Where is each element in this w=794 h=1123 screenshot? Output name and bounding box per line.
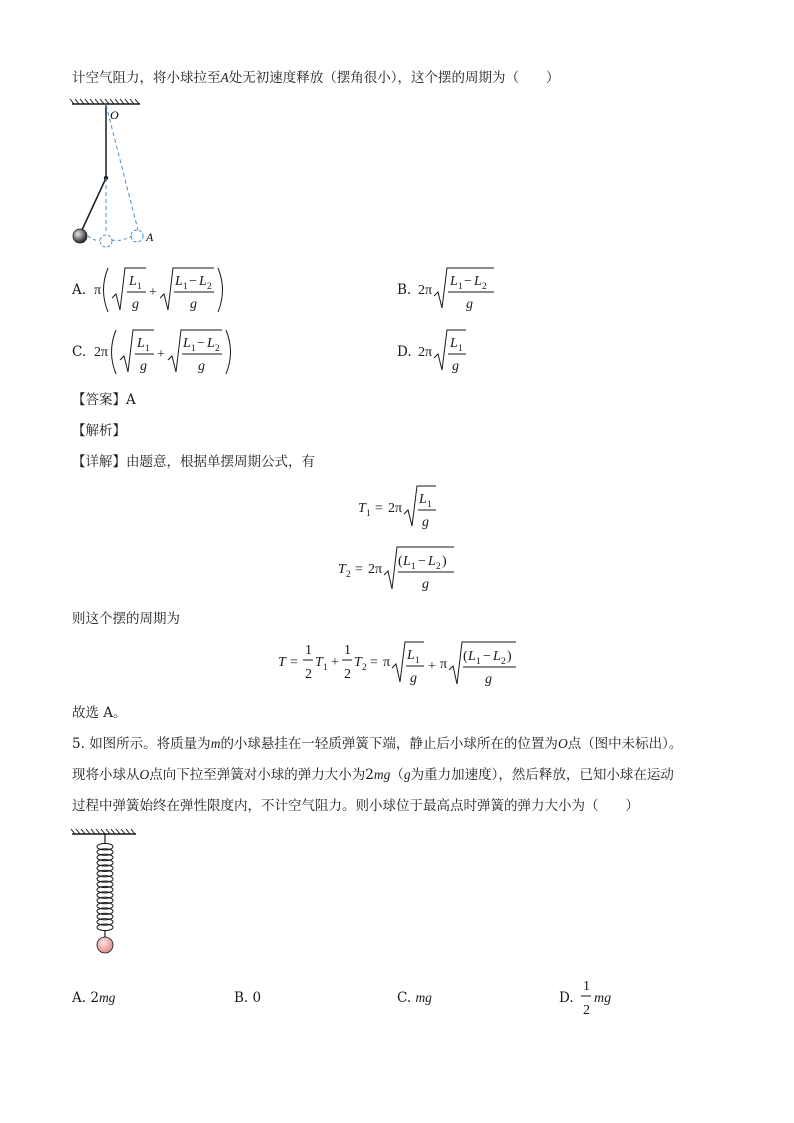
svg-text:2π: 2π [418, 345, 433, 360]
dashed-ball-bottom [100, 235, 112, 247]
svg-text:2: 2 [501, 657, 506, 667]
svg-text:T: T [315, 655, 323, 670]
q4-option-c-label: C. [72, 344, 87, 360]
q5-option-d-formula [580, 974, 630, 1020]
svg-text:L: L [137, 336, 145, 351]
svg-text:2: 2 [344, 667, 351, 682]
svg-text:(: ( [398, 554, 403, 569]
q4-stem-line: 计空气阻力，将小球拉至A处无初速度释放（摆角很小），这个摆的周期为（ ） [72, 70, 560, 86]
svg-text:2: 2 [482, 282, 487, 292]
formula-t-total [276, 638, 526, 690]
svg-text:2π: 2π [94, 345, 109, 360]
svg-text:T: T [354, 655, 362, 670]
left-paren [112, 330, 117, 374]
svg-text:2: 2 [346, 570, 351, 580]
svg-text:T: T [358, 501, 366, 516]
q5-option-c: C. mg [397, 990, 432, 1006]
svg-text:−: − [483, 649, 491, 664]
dashed-ball-a [131, 230, 143, 242]
svg-text:L: L [207, 336, 215, 351]
detail-line [72, 452, 315, 472]
svg-text:1: 1 [366, 509, 371, 519]
spring-figure [70, 826, 150, 956]
svg-text:g: g [422, 515, 429, 530]
svg-text:−: − [197, 336, 205, 351]
svg-text:1: 1 [305, 643, 312, 658]
svg-text:1: 1 [344, 643, 351, 658]
svg-text:=: = [370, 655, 378, 670]
svg-text:g: g [410, 671, 417, 686]
svg-text:L: L [183, 336, 191, 351]
svg-text:L: L [199, 274, 207, 289]
svg-text:−: − [418, 554, 426, 569]
svg-text:L: L [419, 492, 427, 507]
svg-text:1: 1 [323, 663, 328, 673]
svg-text:1: 1 [458, 344, 463, 354]
svg-text:g: g [422, 577, 429, 592]
answer-line [72, 390, 136, 410]
svg-text:2: 2 [368, 562, 375, 577]
left-paren [104, 268, 109, 312]
svg-text:−: − [189, 274, 197, 289]
svg-text:L: L [493, 649, 501, 664]
svg-text:2: 2 [215, 344, 220, 354]
analysis-tag: 【解析】 [72, 423, 126, 439]
svg-text:g: g [466, 297, 473, 312]
svg-text:2: 2 [305, 667, 312, 682]
q4-option-b-label: B. [397, 282, 412, 298]
q4-option-a-formula [94, 262, 234, 318]
svg-text:1: 1 [415, 656, 420, 666]
svg-text:g: g [452, 359, 459, 374]
ceiling-hatch [70, 99, 140, 104]
conclusion-text: 故选 A。 [72, 705, 127, 721]
q5-line-2: 现将小球从O点向下拉至弹簧对小球的弹力大小为2mg（g为重力加速度），然后释放，已知小球在运动 [72, 767, 674, 783]
q4-option-b-formula [418, 264, 508, 316]
svg-text:1: 1 [411, 562, 416, 572]
detail-tag: 【详解】 [72, 454, 126, 470]
svg-text:2: 2 [436, 562, 441, 572]
svg-text:1: 1 [137, 282, 142, 292]
ceiling-hatch [71, 829, 136, 834]
svg-text:1: 1 [183, 282, 188, 292]
svg-text:2: 2 [362, 663, 367, 673]
svg-text:): ) [507, 649, 512, 664]
svg-text:2: 2 [583, 1003, 590, 1018]
svg-text:g: g [190, 297, 197, 312]
svg-text:L: L [175, 274, 183, 289]
svg-text:1: 1 [427, 500, 432, 510]
svg-text:L: L [403, 554, 411, 569]
svg-text:2π: 2π [418, 283, 433, 298]
svg-text:(: ( [463, 649, 468, 664]
label-a: A [146, 230, 154, 244]
svg-text:1: 1 [476, 657, 481, 667]
svg-text:g: g [198, 359, 205, 374]
svg-text:+: + [157, 347, 165, 362]
svg-text:+: + [149, 285, 157, 300]
answer-value: A [126, 392, 136, 408]
q5-line-3: 过程中弹簧始终在弹性限度内，不计空气阻力。则小球位于最高点时弹簧的弹力大小为（ ） [72, 798, 639, 814]
svg-text:π: π [395, 501, 403, 516]
svg-text:1: 1 [145, 344, 150, 354]
svg-text:L: L [450, 274, 458, 289]
q5-line-1: 5. 如图所示。将质量为m的小球悬挂在一轻质弹簧下端，静止后小球所在的位置为O点（图中未标出）。 [72, 736, 683, 752]
svg-text:L: L [407, 648, 415, 663]
formula-t2 [336, 543, 466, 595]
svg-text:=: = [355, 562, 363, 577]
q4-option-a-label: A. [72, 282, 87, 298]
svg-text:g: g [485, 672, 492, 687]
lower-string [82, 178, 106, 230]
svg-text:L: L [474, 274, 482, 289]
svg-text:g: g [132, 297, 139, 312]
svg-text:2: 2 [388, 501, 395, 516]
svg-text:=: = [375, 501, 383, 516]
then-text: 则这个摆的周期为 [72, 611, 180, 627]
label-o: O [110, 108, 119, 122]
answer-tag: 【答案】 [72, 392, 126, 408]
svg-text:): ) [442, 554, 447, 569]
svg-text:π: π [383, 655, 391, 670]
svg-text:π: π [94, 283, 102, 298]
svg-text:1: 1 [583, 979, 590, 994]
dashed-string-a [106, 105, 138, 230]
pendulum-ball [73, 229, 87, 243]
spring-coils [97, 843, 113, 930]
detail-text: 由题意，根据单摆周期公式，有 [126, 454, 315, 470]
q5-option-b: B. 0 [234, 990, 262, 1006]
q4-option-d-label: D. [397, 344, 412, 360]
right-paren [218, 268, 223, 312]
svg-text:1: 1 [458, 282, 463, 292]
svg-text:T: T [338, 562, 346, 577]
svg-text:T: T [278, 655, 286, 670]
svg-text:−: − [464, 274, 472, 289]
svg-text:π: π [375, 562, 383, 577]
svg-text:+: + [428, 659, 436, 674]
svg-text:L: L [468, 649, 476, 664]
svg-text:π: π [440, 657, 448, 672]
svg-text:+: + [331, 655, 339, 670]
svg-text:g: g [140, 359, 147, 374]
right-paren [226, 330, 231, 374]
svg-text:1: 1 [191, 344, 196, 354]
svg-text:mg: mg [594, 991, 612, 1006]
spring-ball [97, 937, 113, 953]
svg-text:L: L [129, 274, 137, 289]
q5-option-d-label: D. [559, 990, 574, 1006]
pendulum-figure [66, 96, 176, 251]
svg-text:=: = [290, 655, 298, 670]
svg-text:L: L [450, 336, 458, 351]
svg-text:2: 2 [207, 282, 212, 292]
formula-t1 [356, 482, 446, 532]
q4-option-c-formula [94, 324, 242, 380]
svg-text:L: L [428, 554, 436, 569]
q4-option-d-formula [418, 326, 478, 378]
q5-number: 5. [72, 736, 85, 752]
q5-option-a: A. 2mg [72, 990, 116, 1006]
